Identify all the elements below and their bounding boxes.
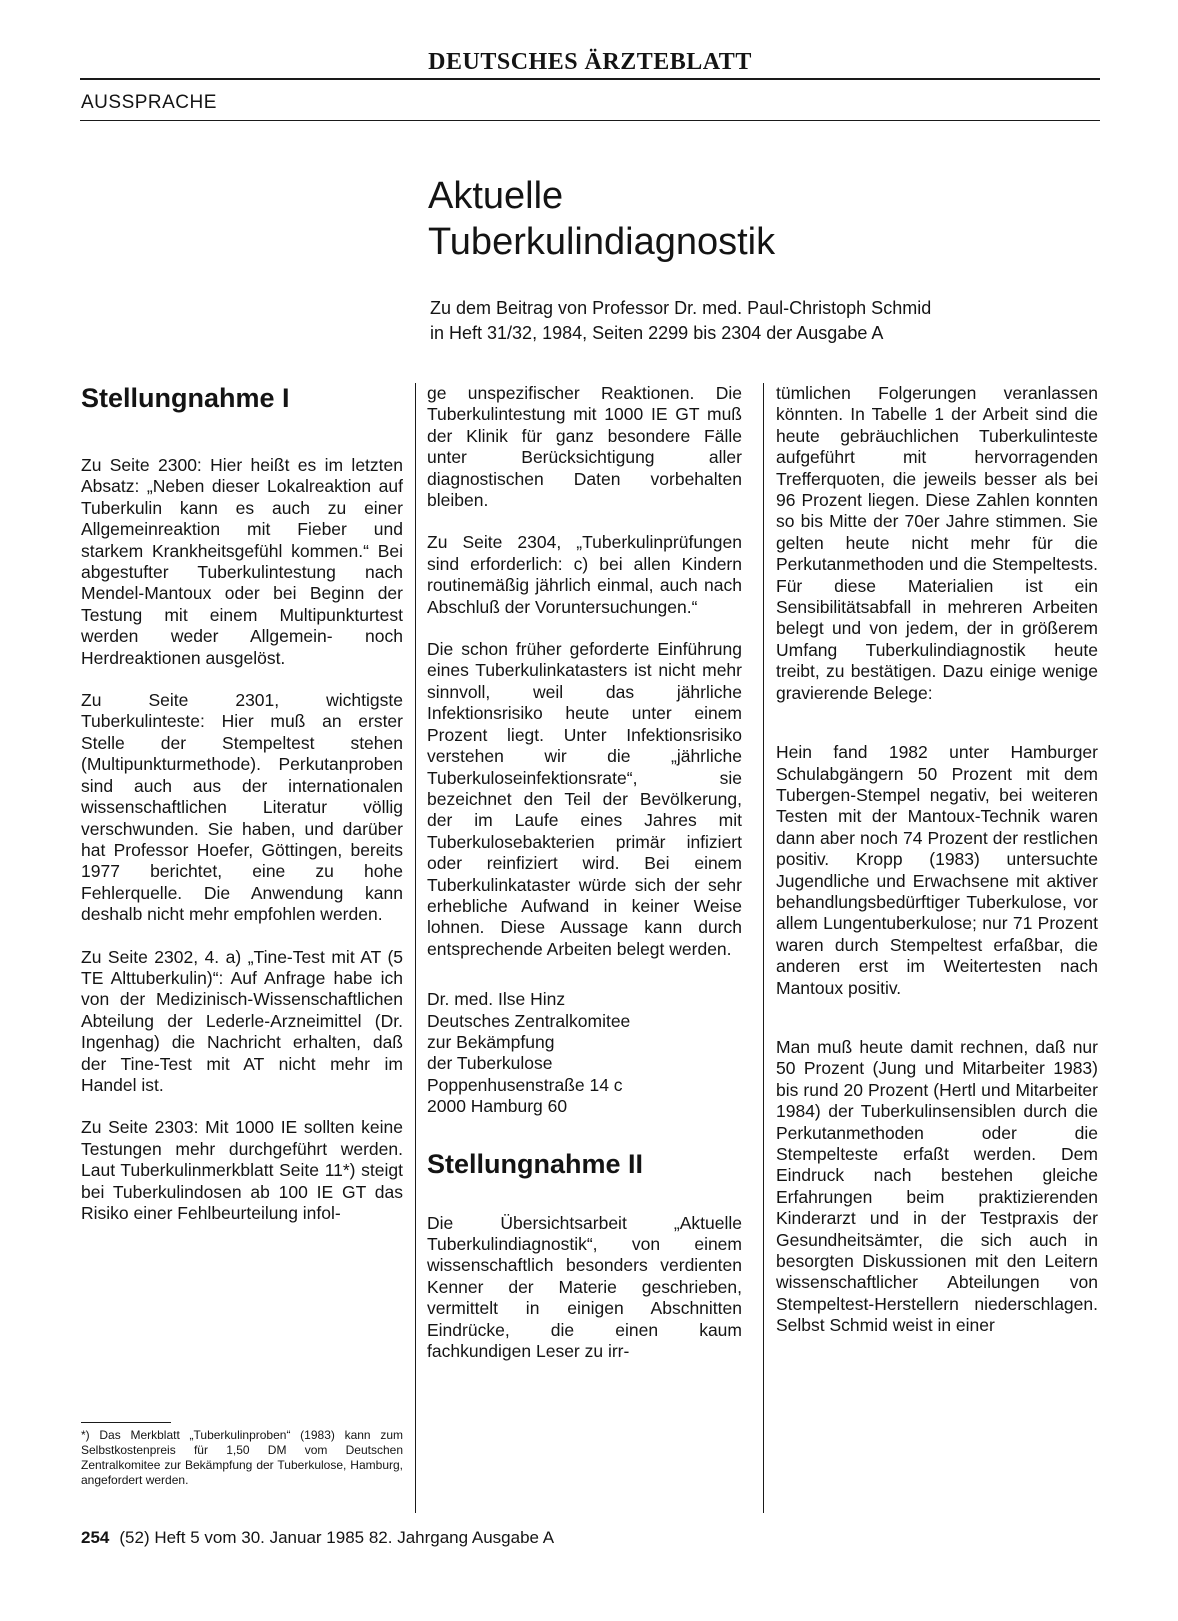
author-signature <box>427 989 742 1117</box>
footnote: *) Das Merkblatt „Tuberkulinproben“ (1983) kann zum Selbstkostenpreis für 1,50 DM vom Deutschen Zentralkomitee zur Bekämpfung der Tuberkulose, Hamburg, angefordert werden. <box>81 1428 403 1487</box>
title-line-1: Aktuelle <box>428 175 564 217</box>
section-label: AUSSPRACHE <box>81 92 217 113</box>
signature-line: Poppenhusenstraße 14 c <box>427 1074 623 1095</box>
signature-line: zur Bekämpfung <box>427 1031 555 1052</box>
column-divider-1 <box>415 383 416 1513</box>
heading-stellungnahme-2: Stellungnahme II <box>427 1148 644 1179</box>
header-rule <box>80 78 1100 80</box>
paragraph: ge unspezifischer Reaktionen. Die Tuberkulintestung mit 1000 IE GT muß der Klinik für ganz besondere Fälle unter Berücksichtigung aller diagnostischen Daten vorbehalten bleiben. <box>427 383 742 511</box>
title-line-2: Tuberkulindiagnostik <box>428 221 776 263</box>
paragraph: Zu Seite 2304, „Tuberkulinprüfungen sind erforderlich: c) bei allen Kindern routinemäßig jährlich einmal, auch nach Abschluß der Voruntersuchungen.“ <box>427 532 742 617</box>
article-title <box>428 173 1068 265</box>
page-number: 254 <box>81 1528 110 1547</box>
paragraph: Zu Seite 2303: Mit 1000 IE sollten keine Testungen mehr durchgeführt werden. Laut Tuberkulinmerkblatt Seite 11*) steigt bei Tuberkulindosen ab 100 IE GT das Risiko einer Fehlbeurteilung infol- <box>81 1117 403 1223</box>
page-footer <box>81 1527 554 1549</box>
paragraph: Man muß heute damit rechnen, daß nur 50 Prozent (Jung und Mitarbeiter 1983) bis rund 20 Prozent (Hertl und Mitarbeiter 1984) der Tuberkulinsensiblen durch die Perkutanmethoden oder die Stempelteste erfaßt werden. Dem Eindruck nach bestehen gleiche Erfahrungen beim praktizierenden Kinderarzt und in der Testpraxis der Gesundheitsämter, die sich auch in besorgten Diskussionen mit den Leitern wissenschaftlicher Abteilungen von Stempeltest-Herstellern niederschlagen. Selbst Schmid weist in einer <box>776 1036 1098 1336</box>
column-3 <box>776 383 1098 1337</box>
masthead: DEUTSCHES ÄRZTEBLATT <box>428 49 752 75</box>
footnote-rule <box>81 1422 171 1423</box>
subtitle-line-2: in Heft 31/32, 1984, Seiten 2299 bis 2304 der Ausgabe A <box>430 323 884 343</box>
signature-line: 2000 Hamburg 60 <box>427 1096 568 1117</box>
issue-info: (52) Heft 5 vom 30. Januar 1985 82. Jahrgang Ausgabe A <box>119 1528 555 1547</box>
signature-line: der Tuberkulose <box>427 1053 553 1074</box>
subtitle-line-1: Zu dem Beitrag von Professor Dr. med. Paul-Christoph Schmid <box>430 298 932 318</box>
column-1 <box>81 382 403 1224</box>
paragraph: Hein fand 1982 unter Hamburger Schulabgängern 50 Prozent mit dem Tubergen-Stempel negativ, bei weiteren Testen mit der Mantoux-Technik waren dann aber noch 74 Prozent der restlichen positiv. Kropp (1983) untersuchte Jugendliche und Erwachsene mit aktiver behandlungsbedürftiger Tuberkulose, vor allem Lungentuberkulose; nur 71 Prozent waren durch Stempeltest erfaßbar, die anderen erst im Weitertesten nach Mantoux positiv. <box>776 742 1098 998</box>
paragraph: Die schon früher geforderte Einführung eines Tuberkulinkatasters ist nicht mehr sinnvoll, weil das jährliche Infektionsrisiko heute unter einem Prozent liegt. Unter Infektionsrisiko verstehen wir die „jährliche Tuberkuloseinfektionsrate“, sie bezeichnet den Teil der Bevölkerung, der im Laufe eines Jahres mit Tuberkulosebakterien primär infiziert oder reinfiziert wird. Bei einem Tuberkulinkataster würde sich der sehr erhebliche Aufwand in keiner Weise lohnen. Diese Aussage kann durch entsprechende Arbeiten belegt werden. <box>427 639 742 959</box>
heading-stellungnahme-1: Stellungnahme I <box>81 383 290 413</box>
paragraph: Die Übersichtsarbeit „Aktuelle Tuberkulindiagnostik“, von einem wissenschaftlich besonders verdienten Kenner der Materie geschrieben, vermittelt in einigen Abschnitten Eindrücke, die einen kaum fachkundigen Leser zu irr- <box>427 1212 742 1362</box>
column-divider-2 <box>763 383 764 1513</box>
signature-line: Dr. med. Ilse Hinz <box>427 989 566 1010</box>
paragraph: tümlichen Folgerungen veranlassen könnten. In Tabelle 1 der Arbeit sind die heute gebräuchlichen Tuberkulinteste aufgeführt mit hervorragenden Trefferquoten, die jeweils besser als bei 96 Prozent liegen. Diese Zahlen konnten so bis Mitte der 70er Jahre stimmen. Sie gelten heute nicht mehr für die Perkutanmethoden und die Stempeltests. Für diese Materialien ist ein Sensibilitätsabfall in mehreren Arbeiten belegt und von jedem, der in größerem Umfang Tuberkulindiagnostik heute treibt, zu bestätigen. Dazu einige wenige gravierende Belege: <box>776 383 1098 703</box>
article-subtitle <box>430 296 1090 346</box>
section-rule <box>80 120 1100 121</box>
paragraph: Zu Seite 2300: Hier heißt es im letzten Absatz: „Neben dieser Lokalreaktion auf Tuberkulin kann es auch zu einer Allgemeinreaktion mit Fieber und starkem Krankheitsgefühl kommen.“ Bei abgestufter Tuberkulintestung nach Mendel-Mantoux oder bei Beginn der Testung mit einem Multipunkturtest werden weder Allgemein- noch Herdreaktionen ausgelöst. <box>81 455 403 668</box>
column-2 <box>427 383 742 1362</box>
paragraph: Zu Seite 2301, wichtigste Tuberkulinteste: Hier muß an erster Stelle der Stempeltest stehen (Multipunkturmethode). Perkutanproben sind auch aus der internationalen wissenschaftlichen Literatur völlig verschwunden. Sie haben, und darüber hat Professor Hoefer, Göttingen, bereits 1977 berichtet, eine zu hohe Fehlerquelle. Die Anwendung kann deshalb nicht mehr empfohlen werden. <box>81 690 403 925</box>
paragraph: Zu Seite 2302, 4. a) „Tine-Test mit AT (5 TE Alttuberkulin)“: Auf Anfrage habe ich von der Medizinisch-Wissenschaftlichen Abteilung der Lederle-Arzneimittel (Dr. Ingenhag) die Nachricht erhalten, daß der Tine-Test mit AT nicht mehr im Handel ist. <box>81 946 403 1095</box>
signature-line: Deutsches Zentralkomitee <box>427 1010 631 1031</box>
